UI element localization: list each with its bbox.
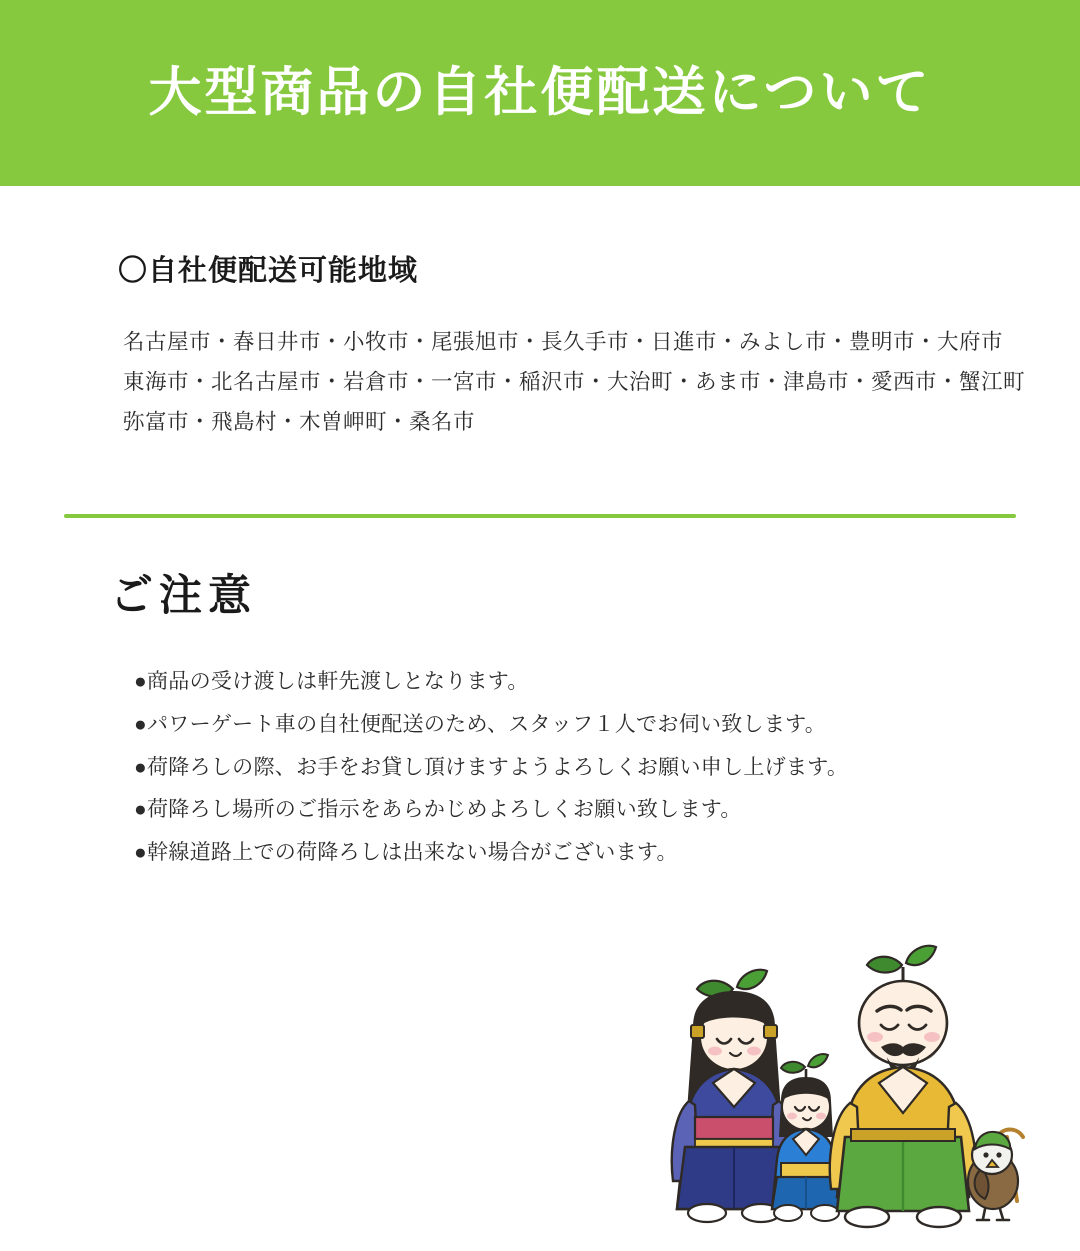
delivery-area-list bbox=[123, 323, 1080, 442]
mascot-family-illustration bbox=[655, 941, 1055, 1251]
list-item: ●幹線道路上での荷降ろしは出来ない場合がございます。 bbox=[134, 840, 678, 864]
delivery-area-line: 東海市・北名古屋市・岩倉市・一宮市・稲沢市・大治町・あま市・津島市・愛西市・蟹江町 bbox=[123, 369, 1026, 394]
notice-list bbox=[134, 661, 1080, 874]
main-content bbox=[0, 186, 1080, 874]
delivery-area-line: 名古屋市・春日井市・小牧市・尾張旭市・長久手市・日進市・みよし市・豊明市・大府市 bbox=[123, 330, 1004, 354]
page-header-banner bbox=[0, 0, 1080, 186]
man-mascot bbox=[830, 946, 976, 1227]
delivery-area-section bbox=[0, 186, 1080, 442]
bird-mascot bbox=[968, 1130, 1023, 1221]
list-item: ●パワーゲート車の自社便配送のため、スタッフ１人でお伺い致します。 bbox=[134, 712, 827, 736]
list-item: ●荷降ろし場所のご指示をあらかじめよろしくお願い致します。 bbox=[134, 798, 742, 822]
list-item: ●荷降ろしの際、お手をお貸し頂けますようよろしくお願い申し上げます。 bbox=[134, 755, 849, 779]
notice-heading: ご注意 bbox=[110, 572, 257, 621]
delivery-area-line: 弥富市・飛島村・木曽岬町・桑名市 bbox=[123, 409, 476, 434]
notice-section bbox=[0, 518, 1080, 874]
page-title: 大型商品の自社便配送について bbox=[148, 62, 932, 122]
delivery-area-heading: 〇自社便配送可能地域 bbox=[118, 255, 419, 287]
list-item: ●商品の受け渡しは軒先渡しとなります。 bbox=[134, 670, 529, 694]
